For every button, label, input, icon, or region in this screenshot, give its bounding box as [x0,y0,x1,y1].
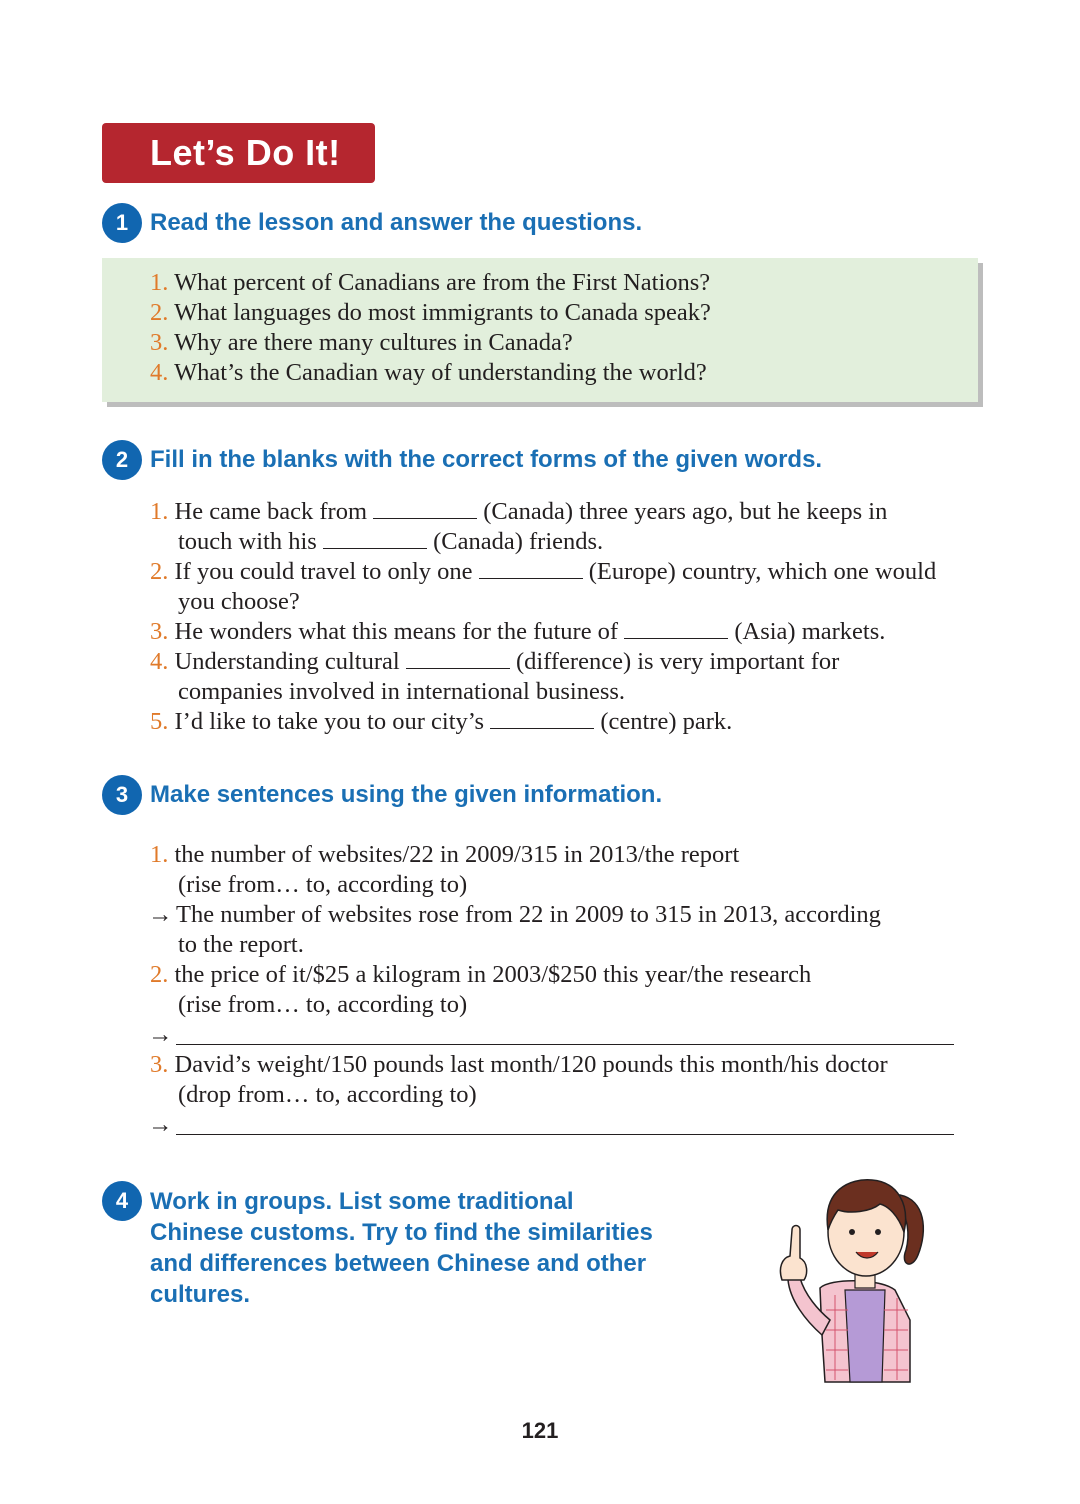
example-answer: → The number of websites rose from 22 in 2009 to 315 in 2013, according [148,901,881,928]
list-item: 2. If you could travel to only one (Europe) country, which one would [150,558,937,585]
answer-blank[interactable] [373,498,477,519]
section-number-badge: 2 [102,440,142,480]
questions-list [150,268,970,388]
list-item: 2. the price of it/$25 a kilogram in 2003/$250 this year/the research [150,961,812,988]
lets-do-it-banner: Let’s Do It! [102,123,375,183]
list-item-continuation: companies involved in international business. [178,678,626,705]
list-item-continuation: touch with his (Canada) friends. [178,528,604,555]
instruction-line: Chinese customs. Try to find the similarities [150,1219,653,1246]
list-item: 5. I’d like to take you to our city’s (centre) park. [150,708,733,735]
section-title: Read the lesson and answer the questions. [150,209,643,236]
hint: (rise from… to, according to) [178,871,468,898]
list-item: 2. What languages do most immigrants to Canada speak? [150,299,711,326]
list-item: 4. Understanding cultural (difference) is very important for [150,648,840,675]
section-4-heading [102,1181,142,1221]
make-sentences-list [150,840,1000,1020]
instruction-line: cultures. [150,1281,251,1308]
section-title: Fill in the blanks with the correct forms of the given words. [150,446,823,473]
list-item-continuation: you choose? [178,588,300,615]
list-item: 1. He came back from (Canada) three years ago, but he keeps in [150,498,888,525]
answer-blank[interactable] [479,558,583,579]
hint: (rise from… to, according to) [178,991,468,1018]
section-number-badge: 4 [102,1181,142,1221]
hint: (drop from… to, according to) [178,1081,477,1108]
arrow-icon: → [148,901,173,928]
example-answer-continuation: to the report. [178,931,304,958]
answer-blank[interactable] [406,648,510,669]
answer-blank[interactable] [323,528,427,549]
list-item: 4. What’s the Canadian way of understanding the world? [150,359,707,386]
answer-line[interactable] [176,1134,954,1135]
list-item: 3. Why are there many cultures in Canada? [150,329,573,356]
list-item: 3. He wonders what this means for the future of (Asia) markets. [150,618,886,645]
section-number-badge: 3 [102,775,142,815]
arrow-icon: → [148,1111,173,1138]
section-1-heading [102,203,642,243]
page-number: 121 [521,1418,559,1443]
list-item: 1. the number of websites/22 in 2009/315 in 2013/the report [150,841,740,868]
section-4-instructions [150,1186,730,1310]
answer-blank[interactable] [490,708,594,729]
list-item: 3. David’s weight/150 pounds last month/120 pounds this month/his doctor [150,1051,888,1078]
answer-blank[interactable] [624,618,728,639]
girl-illustration [760,1170,930,1385]
instruction-line: and differences between Chinese and other [150,1250,647,1277]
section-2-heading [102,440,822,480]
fill-in-list [150,497,1000,737]
section-number-badge: 1 [102,203,142,243]
answer-line[interactable] [176,1044,954,1045]
list-item: 1. What percent of Canadians are from the First Nations? [150,269,711,296]
section-title: Make sentences using the given information. [150,781,663,808]
arrow-icon: → [148,1021,173,1048]
section-3-heading [102,775,662,815]
instruction-line: Work in groups. List some traditional [150,1188,574,1215]
